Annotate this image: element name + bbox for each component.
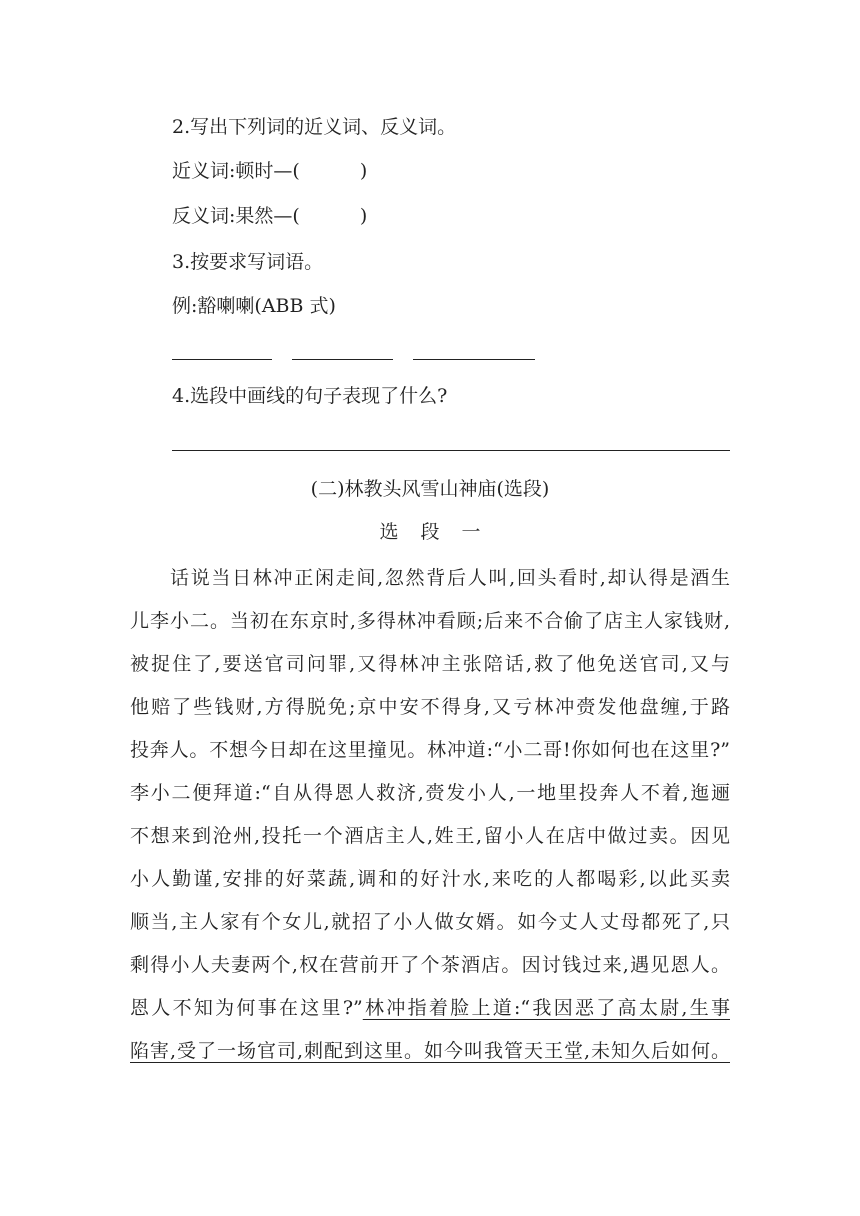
synonym-close-paren: )	[359, 160, 368, 182]
question-3-title: 3.按要求写词语。	[172, 251, 324, 273]
antonym-close-paren: )	[359, 205, 368, 227]
section-title: (二)林教头风雪山神庙(选段)	[310, 478, 550, 500]
answer-line-q4[interactable]	[172, 450, 730, 451]
passage	[130, 557, 730, 1073]
antonym-line	[172, 207, 367, 226]
underlined-sentence-part-2: 陷害,受了一场官司,刺配到这里。如今叫我管天王堂,未知久后如何。	[130, 1040, 730, 1062]
question-2-title: 2.写出下列词的近义词、反义词。	[172, 116, 457, 138]
answer-blank-2[interactable]	[292, 359, 393, 360]
passage-line: 被捉住了,要送官司问罪,又得林冲主张陪话,救了他免送官司,又与	[130, 653, 730, 675]
answer-blank-3[interactable]	[413, 359, 535, 360]
passage-line: 不想来到沧州,投托一个酒店主人,姓王,留小人在店中做过卖。因见	[130, 825, 730, 847]
answer-blank-1[interactable]	[172, 359, 272, 360]
passage-line: 话说当日林冲正闲走间,忽然背后人叫,回头看时,却认得是酒生	[170, 567, 730, 589]
passage-line: 他赔了些钱财,方得脱免;京中安不得身,又亏林冲赍发他盘缠,于路	[130, 696, 730, 718]
section-subtitle	[0, 523, 860, 542]
passage-line: 剩得小人夫妻两个,权在营前开了个茶酒店。因讨钱过来,遇见恩人。	[130, 954, 730, 976]
synonym-line	[172, 162, 367, 181]
antonym-prefix: 反义词:果然—(	[172, 205, 300, 227]
passage-line: 李小二便拜道:“自从得恩人救济,赍发小人,一地里投奔人不着,迤逦	[130, 782, 730, 804]
question-4-title: 4.选段中画线的句子表现了什么?	[172, 385, 448, 407]
passage-line: 顺当,主人家有个女儿,就招了小人做女婿。如今丈人丈母都死了,只	[130, 911, 730, 933]
passage-line: 儿李小二。当初在东京时,多得林冲看顾;后来不合偷了店主人家钱财,	[130, 610, 730, 632]
underlined-sentence-part-1: 林冲指着脸上道:“我因恶了高太尉,生事	[362, 997, 730, 1019]
passage-line: 小人勤谨,安排的好菜蔬,调和的好汁水,来吃的人都喝彩,以此买卖	[130, 868, 730, 890]
question-3-example: 例:豁喇喇(ABB 式)	[172, 295, 336, 317]
synonym-prefix: 近义词:顿时—(	[172, 160, 300, 182]
passage-line	[130, 1030, 730, 1073]
subtitle-text: 选段一	[379, 521, 503, 543]
passage-line: 投奔人。不想今日却在这里撞见。林冲道:“小二哥!你如何也在这里?”	[130, 739, 730, 761]
passage-plain-segment: 恩人不知为何事在这里?”	[130, 997, 363, 1019]
passage-line	[130, 987, 730, 1030]
